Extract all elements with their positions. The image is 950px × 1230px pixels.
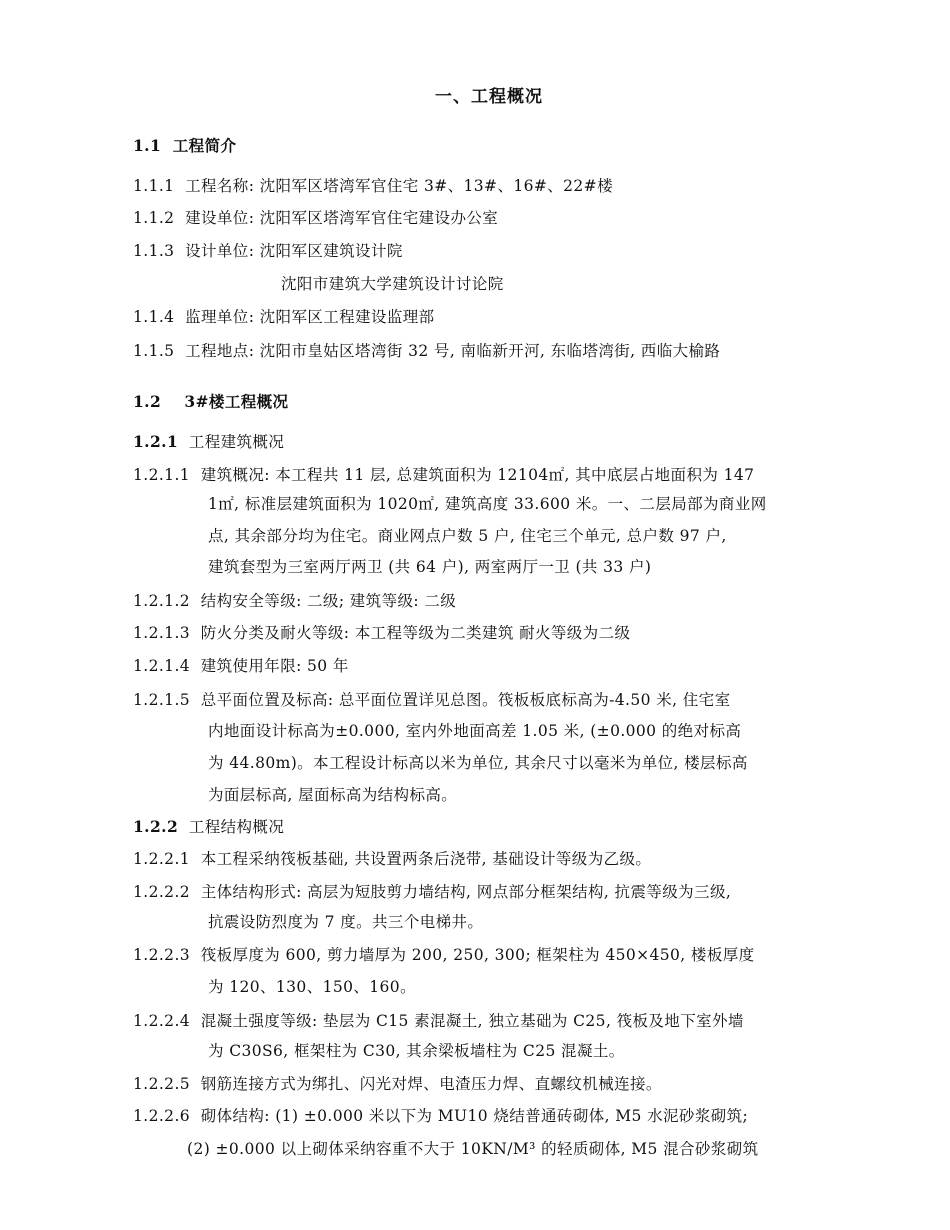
item-text: 监理单位: 沈阳军区工程建设监理部 [185, 308, 435, 326]
item-text: 建筑概况: 本工程共 11 层, 总建筑面积为 12104㎡, 其中底层占地面积为 147 [200, 466, 755, 484]
list-item-continuation [281, 274, 504, 294]
item-text: 防火分类及耐火等级: 本工程等级为二类建筑 耐火等级为二级 [200, 624, 631, 642]
item-text: 筏板厚度为 600, 剪力墙厚为 200, 250, 300; 框架柱为 450×450, 楼板厚度 [200, 946, 755, 964]
section-heading-1-2 [133, 392, 288, 412]
item-number: 1.2.2.4 [133, 1012, 191, 1030]
item-text: 建设单位: 沈阳军区塔湾军官住宅建设办公室 [185, 209, 499, 227]
list-item [133, 690, 730, 710]
item-number: 1.2.2.1 [133, 850, 191, 868]
list-item [133, 591, 456, 611]
item-text: 沈阳市建筑大学建筑设计讨论院 [281, 275, 504, 293]
item-text: 混凝土强度等级: 垫层为 C15 素混凝土, 独立基础为 C25, 筏板及地下室外墙 [200, 1012, 744, 1030]
item-text: 本工程采纳筏板基础, 共设置两条后浇带, 基础设计等级为乙级。 [200, 850, 652, 868]
item-text: 总平面位置及标高: 总平面位置详见总图。筏板板底标高为-4.50 米, 住宅室 [200, 691, 731, 709]
item-number: 1.2.1.3 [133, 624, 191, 642]
item-number: 1.2.1.4 [133, 657, 191, 675]
subsection-heading [133, 817, 284, 837]
subsection-title: 工程建筑概况 [188, 433, 285, 451]
subsection-heading [133, 432, 284, 452]
item-number: 1.2.2.3 [133, 946, 191, 964]
item-number: 1.2.1.2 [133, 592, 191, 610]
item-text: 建筑使用年限: 50 年 [200, 657, 349, 675]
item-text: 设计单位: 沈阳军区建筑设计院 [185, 242, 403, 260]
item-text-line: 为面层标高, 屋面标高为结构标高。 [208, 786, 458, 804]
item-number: 1.1.1 [133, 177, 175, 195]
item-text: 主体结构形式: 高层为短肢剪力墙结构, 网点部分框架结构, 抗震等级为三级, [200, 883, 732, 901]
item-number: 1.2.2.5 [133, 1075, 191, 1093]
list-item [133, 882, 731, 902]
item-text-line: 为 C30S6, 框架柱为 C30, 其余梁板墙柱为 C25 混凝土。 [208, 1042, 625, 1060]
item-text-line: 内地面设计标高为±0.000, 室内外地面高差 1.05 米, (±0.000 的绝对标高 [208, 722, 742, 740]
list-item [133, 307, 435, 327]
subsection-number: 1.2.2 [133, 817, 179, 836]
item-number: 1.1.3 [133, 242, 175, 260]
item-text: 工程地点: 沈阳市皇姑区塔湾街 32 号, 南临新开河, 东临塔湾街, 西临大榆路 [185, 342, 721, 360]
list-item [133, 656, 349, 676]
section-number: 1.2 [133, 392, 162, 411]
item-number: 1.1.5 [133, 342, 175, 360]
subsection-title: 工程结构概况 [188, 818, 285, 836]
item-text-line: 为 120、130、150、160。 [208, 978, 416, 996]
list-item [133, 945, 755, 965]
list-item [133, 208, 498, 228]
list-item [133, 1106, 748, 1126]
item-text: 钢筋连接方式为绑扎、闪光对焊、电渣压力焊、直螺纹机械连接。 [200, 1075, 662, 1093]
list-item [133, 465, 754, 485]
item-number: 1.1.4 [133, 308, 175, 326]
list-item [133, 1074, 662, 1094]
item-text-line: 为 44.80m)。本工程设计标高以米为单位, 其余尺寸以毫米为单位, 楼层标高 [208, 754, 748, 772]
item-text-line: (2) ±0.000 以上砌体采纳容重不大于 10KN/M³ 的轻质砌体, M5 混合砂浆砌筑 [187, 1140, 759, 1158]
item-text: 结构安全等级: 二级; 建筑等级: 二级 [200, 592, 457, 610]
item-text-line: 抗震设防烈度为 7 度。共三个电梯井。 [208, 913, 484, 931]
section-title: 3#楼工程概况 [184, 392, 289, 411]
list-item [133, 241, 403, 261]
item-text-line: 建筑套型为三室两厅两卫 (共 64 户), 两室两厅一卫 (共 33 户) [208, 558, 652, 576]
item-number: 1.2.1.1 [133, 466, 191, 484]
section-number: 1.1 [133, 136, 162, 155]
item-text: 砌体结构: (1) ±0.000 米以下为 MU10 烧结普通砖砌体, M5 水泥砂浆砌筑; [200, 1107, 749, 1125]
list-item [133, 849, 651, 869]
item-text-line: 点, 其余部分均为住宅。商业网点户数 5 户, 住宅三个单元, 总户数 97 户, [208, 527, 727, 545]
page-title: 一、工程概况 [435, 87, 543, 107]
list-item [133, 1011, 744, 1031]
item-text: 工程名称: 沈阳军区塔湾军官住宅 3#、13#、16#、22#楼 [185, 177, 613, 195]
list-item [133, 176, 613, 196]
item-number: 1.2.2.2 [133, 883, 191, 901]
item-number: 1.2.1.5 [133, 691, 191, 709]
item-number: 1.2.2.6 [133, 1107, 191, 1125]
list-item [133, 341, 720, 361]
section-heading-1-1 [133, 136, 236, 156]
section-title: 工程简介 [172, 136, 237, 155]
subsection-number: 1.2.1 [133, 432, 179, 451]
item-number: 1.1.2 [133, 209, 175, 227]
list-item [133, 623, 630, 643]
item-text-line: 1㎡, 标准层建筑面积为 1020㎡, 建筑高度 33.600 米。一、二层局部为商业网 [208, 495, 767, 513]
